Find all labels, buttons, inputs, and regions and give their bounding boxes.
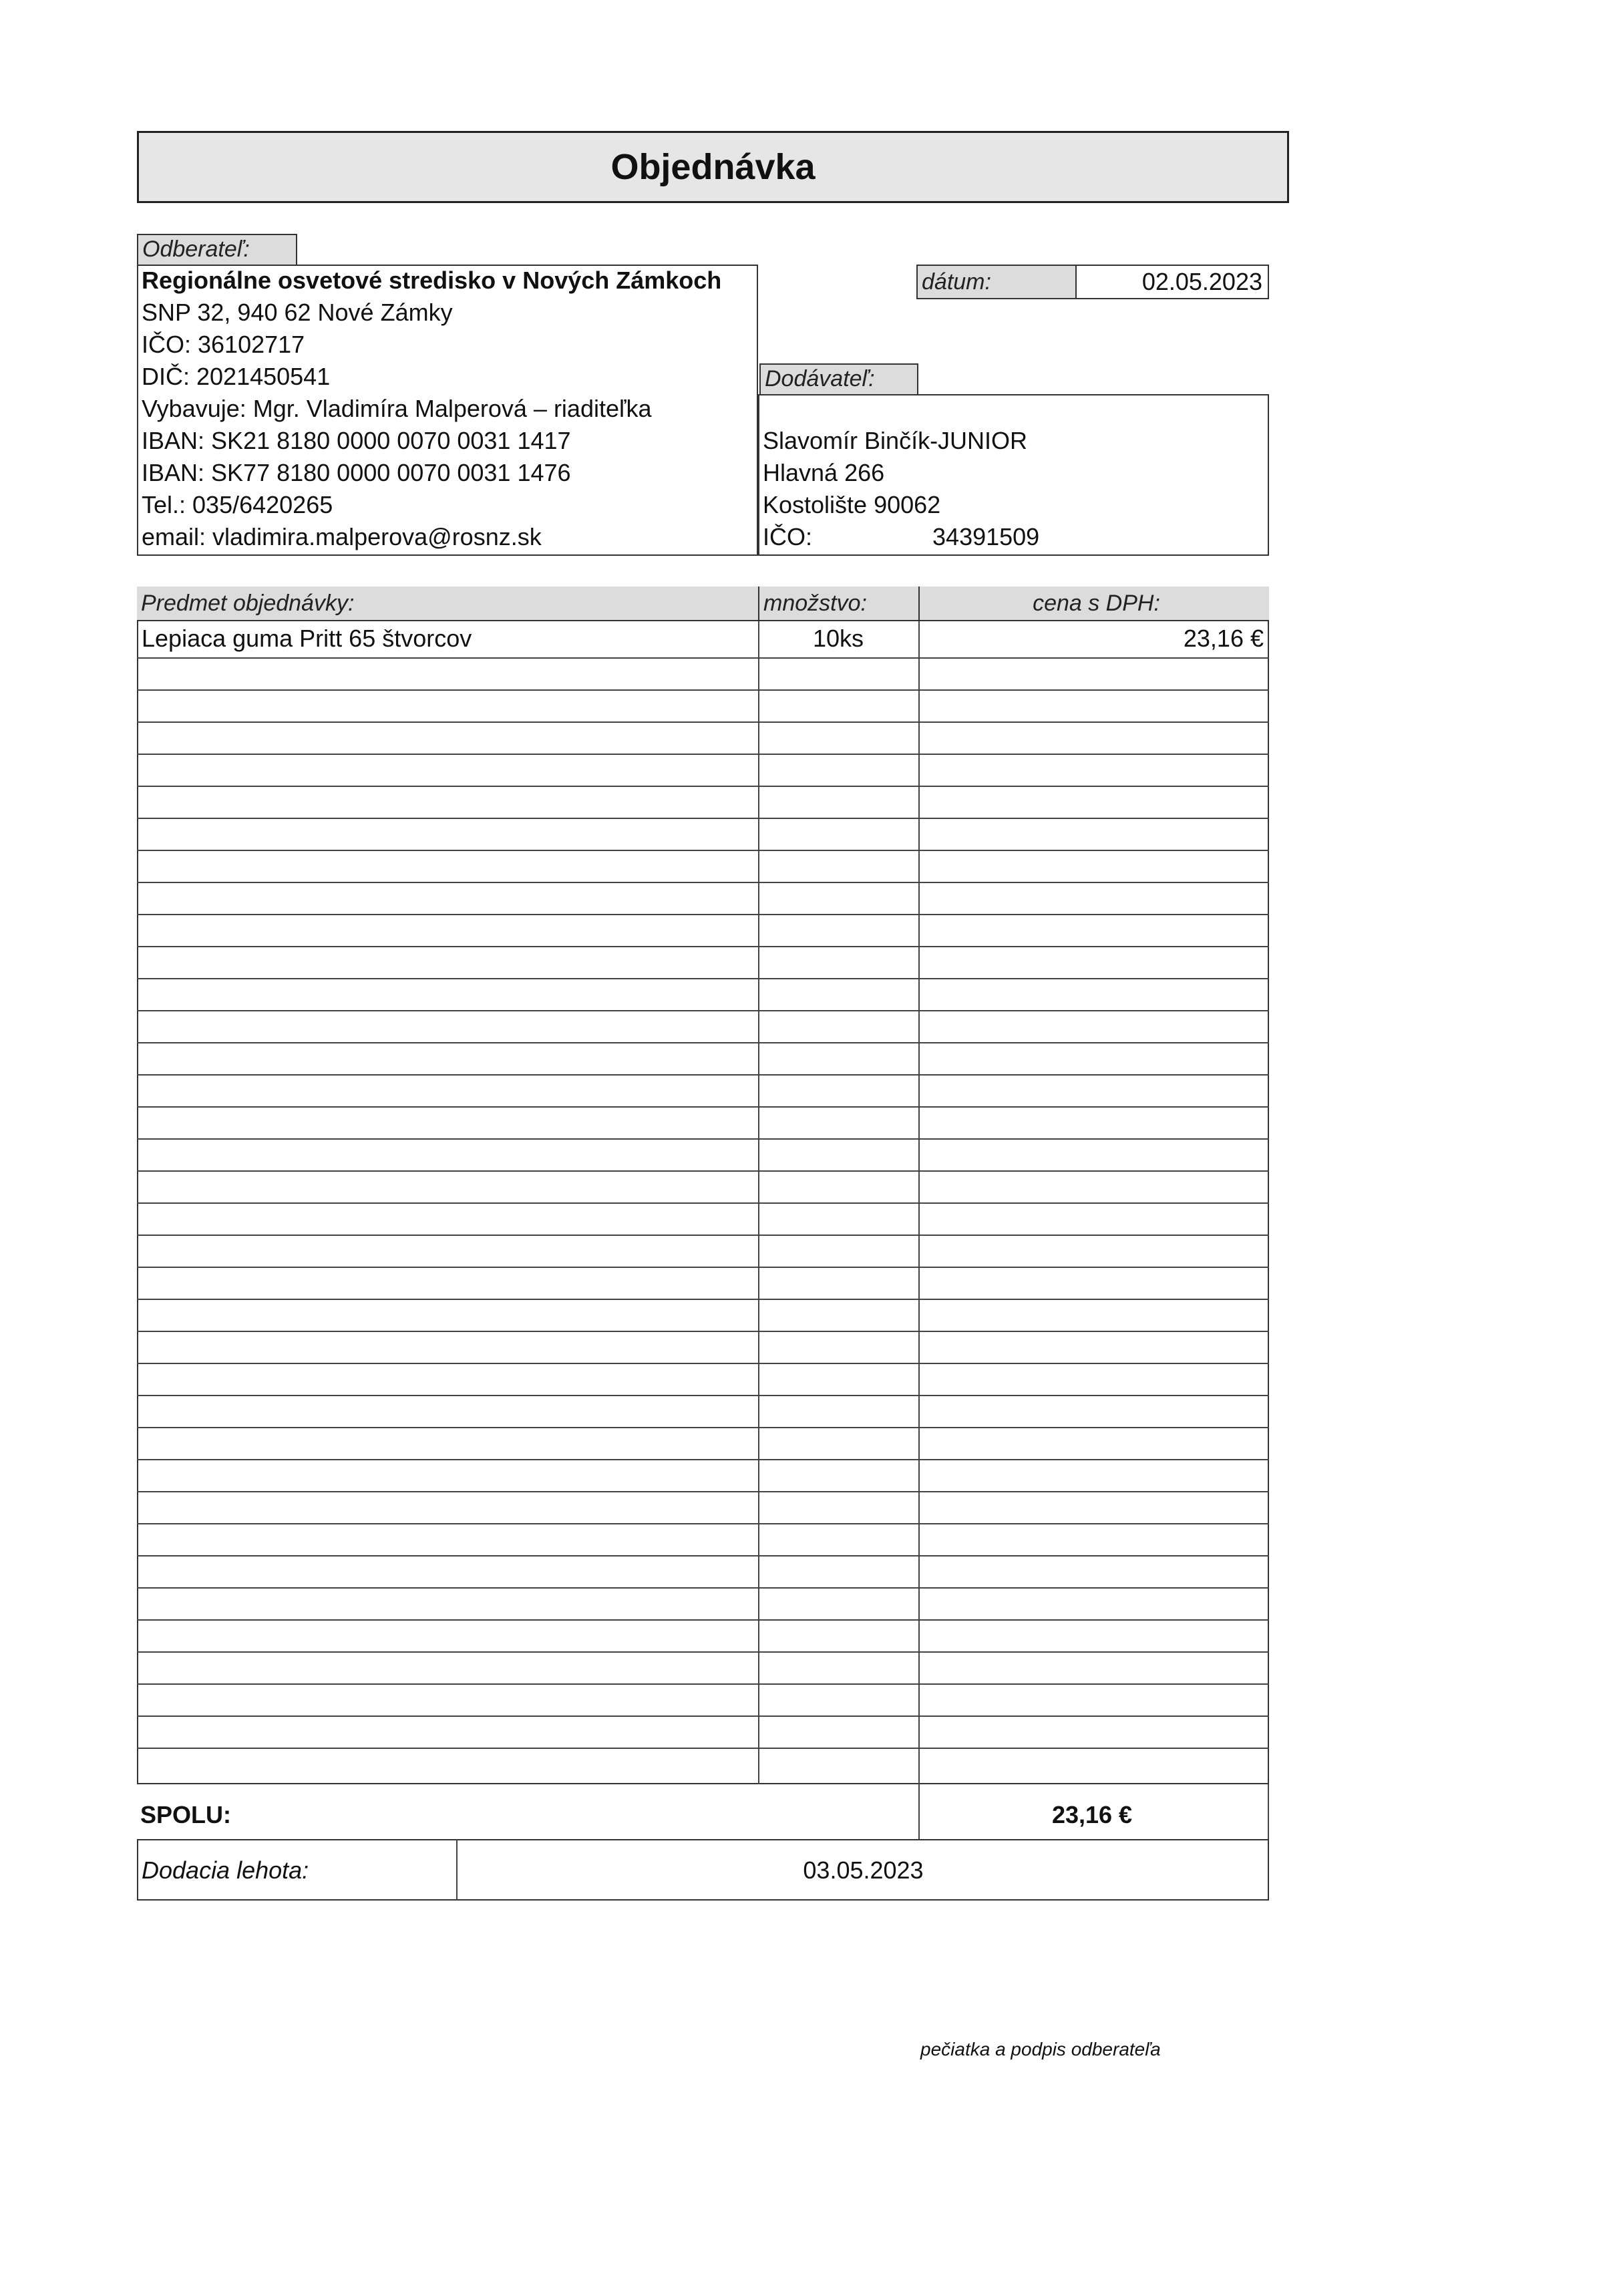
customer-contact: Vybavuje: Mgr. Vladimíra Malperová – riaditeľka bbox=[142, 395, 652, 422]
table-row-quantity: 10ks bbox=[812, 625, 864, 652]
table-row-rule bbox=[137, 657, 1269, 659]
supplier-ico-row bbox=[763, 521, 1264, 553]
total-label: SPOLU: bbox=[140, 1801, 232, 1828]
items-table bbox=[137, 587, 1269, 1784]
table-row-rule bbox=[137, 914, 1269, 915]
date-value: 02.05.2023 bbox=[1141, 268, 1262, 295]
table-row-rule bbox=[137, 1235, 1269, 1236]
customer-name: Regionálne osvetové stredisko v Nových Zámkoch bbox=[142, 267, 722, 294]
header-item: Predmet objednávky: bbox=[137, 587, 758, 621]
table-row-rule bbox=[137, 689, 1269, 691]
column-divider-2 bbox=[918, 621, 920, 1839]
table-row-rule bbox=[137, 1074, 1269, 1076]
total-right-border bbox=[1268, 1784, 1269, 1839]
customer-iban-1: IBAN: SK21 8180 0000 0070 0031 1417 bbox=[142, 427, 571, 454]
delivery-label: Dodacia lehota: bbox=[142, 1856, 309, 1884]
customer-phone: Tel.: 035/6420265 bbox=[142, 491, 333, 518]
table-row-rule bbox=[137, 1619, 1269, 1621]
table-row-rule bbox=[137, 1427, 1269, 1428]
table-row-rule bbox=[137, 978, 1269, 979]
stamp-signature-caption: pečiatka a podpis odberateľa bbox=[920, 2039, 1161, 2060]
table-row-rule bbox=[137, 721, 1269, 723]
table-row-rule bbox=[137, 1170, 1269, 1172]
date-label: dátum: bbox=[916, 265, 1077, 299]
supplier-label: Dodávateľ: bbox=[759, 363, 918, 395]
header-price: cena s DPH: bbox=[918, 587, 1269, 621]
supplier-lines bbox=[763, 425, 1264, 553]
table-row-rule bbox=[137, 1523, 1269, 1524]
table-row-rule bbox=[137, 850, 1269, 851]
delivery-value: 03.05.2023 bbox=[803, 1856, 924, 1884]
table-row-rule bbox=[137, 1106, 1269, 1108]
customer-iban-2: IBAN: SK77 8180 0000 0070 0031 1476 bbox=[142, 459, 571, 486]
table-row-rule bbox=[137, 1459, 1269, 1460]
table-row-rule bbox=[137, 1651, 1269, 1653]
customer-ico: IČO: 36102717 bbox=[142, 331, 305, 358]
table-row-rule bbox=[137, 1587, 1269, 1589]
table-row-rule bbox=[137, 1748, 1269, 1749]
table-row-rule bbox=[137, 882, 1269, 883]
customer-lines bbox=[142, 265, 756, 553]
customer-dic: DIČ: 2021450541 bbox=[142, 363, 331, 390]
supplier-street: Hlavná 266 bbox=[763, 459, 885, 486]
total-value: 23,16 € bbox=[1051, 1801, 1133, 1828]
table-row-rule bbox=[137, 1491, 1269, 1492]
supplier-ico-value: 34391509 bbox=[932, 523, 1040, 550]
table-row-rule bbox=[137, 1010, 1269, 1011]
document-title: Objednávka bbox=[610, 147, 816, 187]
table-row-rule bbox=[137, 1042, 1269, 1043]
table-row-price: 23,16 € bbox=[1183, 625, 1264, 652]
supplier-name: Slavomír Binčík-JUNIOR bbox=[763, 427, 1028, 454]
table-row-rule bbox=[137, 1555, 1269, 1556]
table-row-rule bbox=[137, 1267, 1269, 1268]
customer-label: Odberateľ: bbox=[137, 234, 297, 266]
table-row-rule bbox=[137, 946, 1269, 947]
customer-address: SNP 32, 940 62 Nové Zámky bbox=[142, 299, 453, 326]
table-row-rule bbox=[137, 1138, 1269, 1140]
table-row-rule bbox=[137, 1363, 1269, 1364]
table-row-rule bbox=[137, 754, 1269, 755]
supplier-ico-label: IČO: bbox=[763, 523, 813, 550]
table-row-rule bbox=[137, 1299, 1269, 1300]
table-row-rule bbox=[137, 1395, 1269, 1396]
table-row-rule bbox=[137, 1715, 1269, 1717]
table-row-rule bbox=[137, 1202, 1269, 1204]
table-row-rule bbox=[137, 1683, 1269, 1685]
table-row-rule bbox=[137, 786, 1269, 787]
table-row-rule bbox=[137, 1331, 1269, 1332]
supplier-city: Kostolište 90062 bbox=[763, 491, 941, 518]
date-value-box bbox=[1075, 265, 1269, 299]
header-quantity: množstvo: bbox=[758, 587, 918, 621]
table-row-rule bbox=[137, 818, 1269, 819]
customer-email: email: vladimira.malperova@rosnz.sk bbox=[142, 523, 542, 550]
document-title-box bbox=[137, 131, 1289, 203]
table-row-item: Lepiaca guma Pritt 65 štvorcov bbox=[142, 625, 472, 652]
